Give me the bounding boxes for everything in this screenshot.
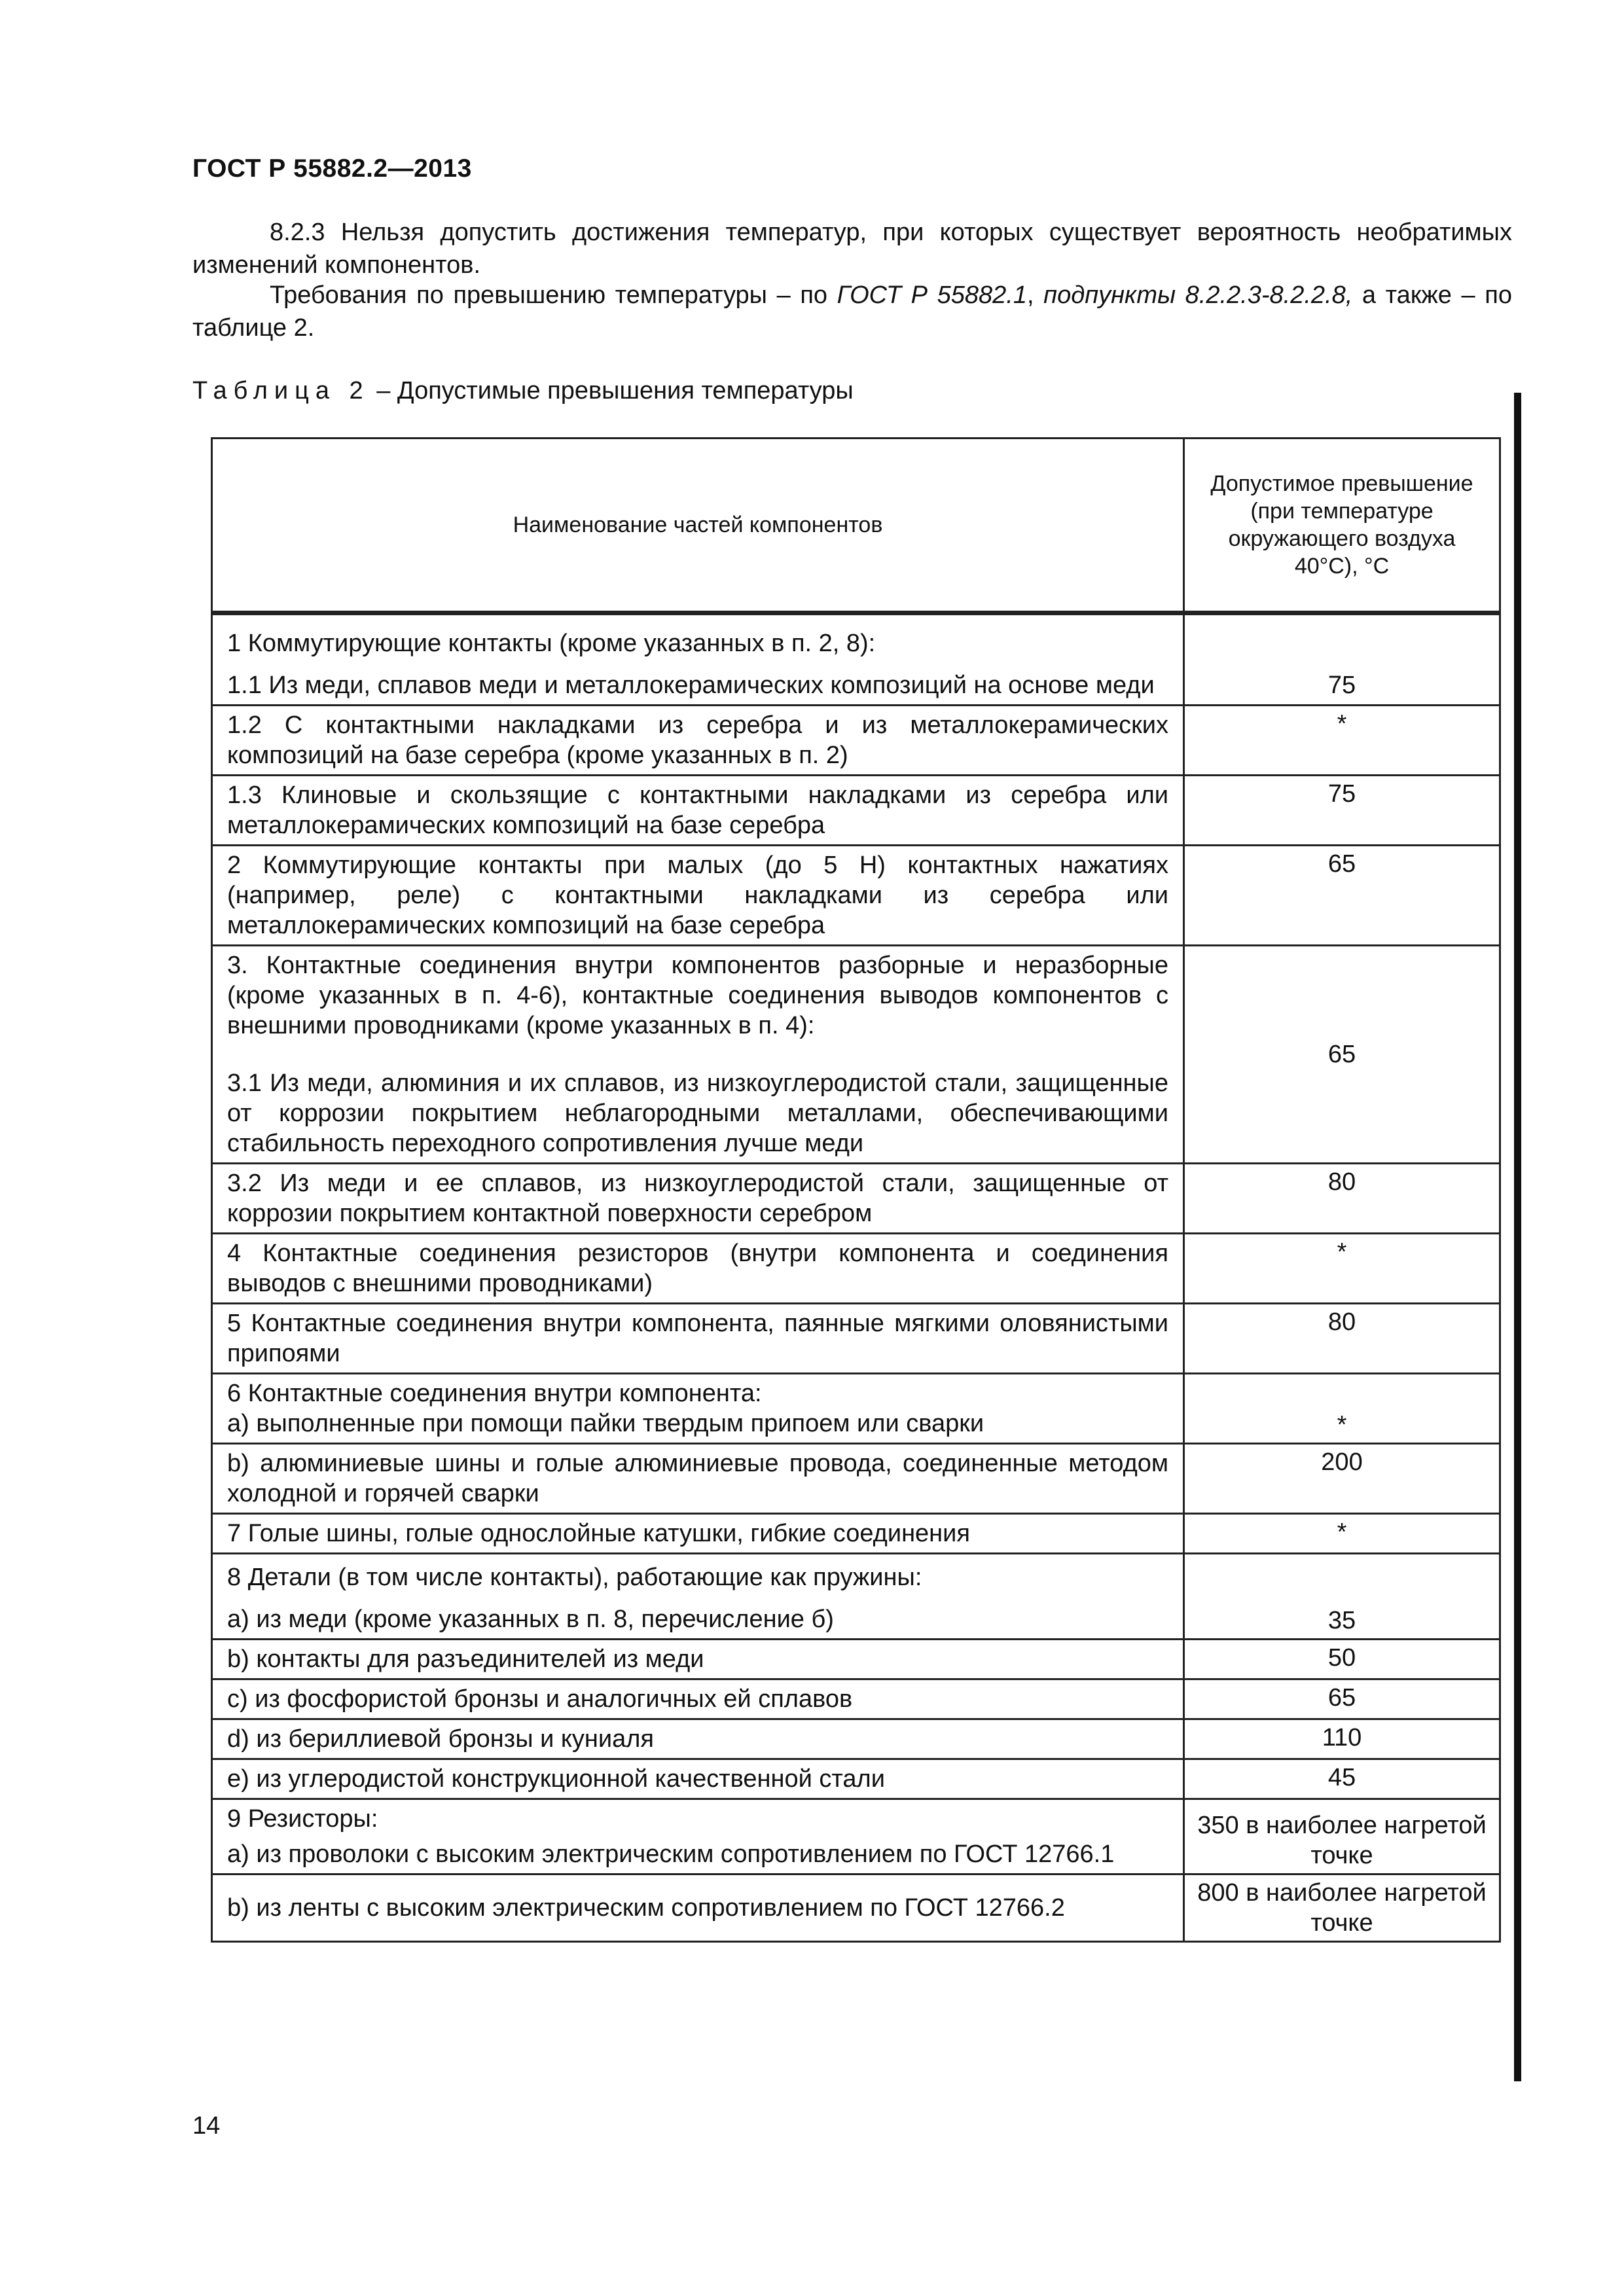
row-sub-item: а) выполненные при помощи пайки твердым припоем или сварки bbox=[227, 1410, 984, 1437]
table-row bbox=[212, 1234, 1500, 1304]
part-name-cell: 3.2 Из меди и ее сплавов, из низкоуглеродистой стали, защищенные от коррозии покрытием контактной поверхности серебром bbox=[212, 1164, 1184, 1234]
row-sub-item: а) из проволоки с высоким электрическим сопротивлением по ГОСТ 12766.1 bbox=[227, 1840, 1115, 1868]
part-name-cell: 5 Контактные соединения внутри компонента, паянные мягкими оловянистыми припоями bbox=[212, 1304, 1184, 1374]
table-row bbox=[212, 1164, 1500, 1234]
requirements-text-a: Требования по превышению температуры – по bbox=[270, 281, 837, 309]
temperature-value-cell: 45 bbox=[1184, 1759, 1500, 1799]
part-name-cell: 1.2 С контактными накладками из серебра и из металлокерамических композиций на базе серебра (кроме указанных в п. 2) bbox=[212, 706, 1184, 776]
temperature-value-cell: 110 bbox=[1184, 1719, 1500, 1759]
part-name-cell: 1.3 Клиновые и скользящие с контактными накладками из серебра или металлокерамических композиций на базе серебра bbox=[212, 776, 1184, 846]
subclauses-reference: подпункты 8.2.2.3-8.2.2.8, bbox=[1043, 281, 1353, 309]
table-row bbox=[212, 1304, 1500, 1374]
requirements-text-c: а также – по таблице 2. bbox=[192, 281, 1513, 342]
table-row bbox=[212, 946, 1500, 1164]
table-row bbox=[212, 1719, 1500, 1759]
row-group-heading: 3. Контактные соединения внутри компонентов разборные и неразборные (кроме указанных в п. 4-6), контактные соединения выводов компонентов с внешними проводниками (кроме указанных в п. 4): bbox=[227, 952, 1168, 1039]
temperature-rise-table bbox=[211, 437, 1501, 1943]
paragraph-8-2-3-text: 8.2.3 Нельзя допустить достижения температур, при которых существует вероятность необратимых изменений компонентов. bbox=[192, 219, 1512, 279]
temperature-value-cell: * bbox=[1184, 1514, 1500, 1554]
part-name-cell: d) из бериллиевой бронзы и куниаля bbox=[212, 1719, 1184, 1759]
table-row bbox=[212, 1640, 1500, 1679]
change-bar bbox=[1514, 393, 1521, 2081]
temperature-value-cell: 80 bbox=[1184, 1164, 1500, 1234]
table-row bbox=[212, 706, 1500, 776]
paragraph-8-2-3 bbox=[192, 216, 1512, 281]
column-header-temperature: Допустимое превышение (при температуре окружающего воздуха 40°С), °С bbox=[1184, 439, 1500, 613]
paragraph-requirements bbox=[192, 279, 1512, 344]
table-row bbox=[212, 1799, 1500, 1874]
row-group-heading: 6 Контактные соединения внутри компонента: bbox=[227, 1380, 762, 1407]
table-row bbox=[212, 1374, 1500, 1444]
table-caption-text: – Допустимые превышения температуры bbox=[369, 377, 854, 404]
part-name-cell bbox=[212, 613, 1184, 706]
table-header-row bbox=[212, 439, 1500, 613]
row-group-heading: 8 Детали (в том числе контакты), работающие как пружины: bbox=[227, 1564, 922, 1591]
part-name-cell bbox=[212, 1799, 1184, 1874]
temperature-value-cell: 75 bbox=[1184, 776, 1500, 846]
temperature-value-cell: * bbox=[1184, 1374, 1500, 1444]
temperature-value-cell: * bbox=[1184, 706, 1500, 776]
page-number: 14 bbox=[192, 2112, 221, 2140]
part-name-cell bbox=[212, 946, 1184, 1164]
gost-reference: ГОСТ Р 55882.1 bbox=[837, 281, 1027, 309]
table-row bbox=[212, 1444, 1500, 1514]
temperature-value-cell: 350 в наиболее нагретой точке bbox=[1184, 1799, 1500, 1874]
part-name-cell: b) из ленты с высоким электрическим сопротивлением по ГОСТ 12766.2 bbox=[212, 1874, 1184, 1942]
table-row bbox=[212, 1514, 1500, 1554]
part-name-cell bbox=[212, 1374, 1184, 1444]
requirements-text-b: , bbox=[1026, 281, 1044, 309]
part-name-cell: 4 Контактные соединения резисторов (внутри компонента и соединения выводов с внешними проводниками) bbox=[212, 1234, 1184, 1304]
temperature-value-cell: 65 bbox=[1184, 946, 1500, 1164]
document-header: ГОСТ Р 55882.2—2013 bbox=[192, 154, 472, 183]
table-row bbox=[212, 1874, 1500, 1942]
temperature-value-cell: 65 bbox=[1184, 846, 1500, 946]
part-name-cell: c) из фосфористой бронзы и аналогичных ей сплавов bbox=[212, 1679, 1184, 1719]
temperature-value-cell: * bbox=[1184, 1234, 1500, 1304]
row-sub-item: а) из меди (кроме указанных в п. 8, перечисление б) bbox=[227, 1605, 834, 1633]
part-name-cell: b) алюминиевые шины и голые алюминиевые провода, соединенные методом холодной и горячей сварки bbox=[212, 1444, 1184, 1514]
table-row bbox=[212, 1679, 1500, 1719]
row-sub-item: 3.1 Из меди, алюминия и их сплавов, из низкоуглеродистой стали, защищенные от коррозии покрытием неблагородными металлами, обеспечивающими стабильность переходного сопротивления лучше меди bbox=[227, 1069, 1168, 1157]
temperature-value-cell: 75 bbox=[1184, 613, 1500, 706]
column-header-parts: Наименование частей компонентов bbox=[212, 439, 1184, 613]
temperature-value-cell: 800 в наиболее нагретой точке bbox=[1184, 1874, 1500, 1942]
temperature-value-cell: 200 bbox=[1184, 1444, 1500, 1514]
temperature-value-cell: 65 bbox=[1184, 1679, 1500, 1719]
part-name-cell: 2 Коммутирующие контакты при малых (до 5 Н) контактных нажатиях (например, реле) с контактными накладками из серебра или металлокерамических композиций на базе серебра bbox=[212, 846, 1184, 946]
temperature-value-cell: 80 bbox=[1184, 1304, 1500, 1374]
table-row bbox=[212, 1759, 1500, 1799]
row-group-heading: 1 Коммутирующие контакты (кроме указанных в п. 2, 8): bbox=[227, 630, 876, 657]
row-group-heading: 9 Резисторы: bbox=[227, 1805, 378, 1833]
table-row bbox=[212, 613, 1500, 706]
table-caption bbox=[192, 374, 854, 407]
temperature-value-cell: 50 bbox=[1184, 1640, 1500, 1679]
table-row bbox=[212, 1554, 1500, 1640]
part-name-cell bbox=[212, 1554, 1184, 1640]
part-name-cell: 7 Голые шины, голые однослойные катушки, гибкие соединения bbox=[212, 1514, 1184, 1554]
table-row bbox=[212, 776, 1500, 846]
part-name-cell: е) из углеродистой конструкционной качественной стали bbox=[212, 1759, 1184, 1799]
temperature-value-cell: 35 bbox=[1184, 1554, 1500, 1640]
row-sub-item: 1.1 Из меди, сплавов меди и металлокерамических композиций на основе меди bbox=[227, 672, 1155, 699]
table-row bbox=[212, 846, 1500, 946]
table-caption-label: Таблица 2 bbox=[192, 377, 370, 404]
part-name-cell: b) контакты для разъединителей из меди bbox=[212, 1640, 1184, 1679]
